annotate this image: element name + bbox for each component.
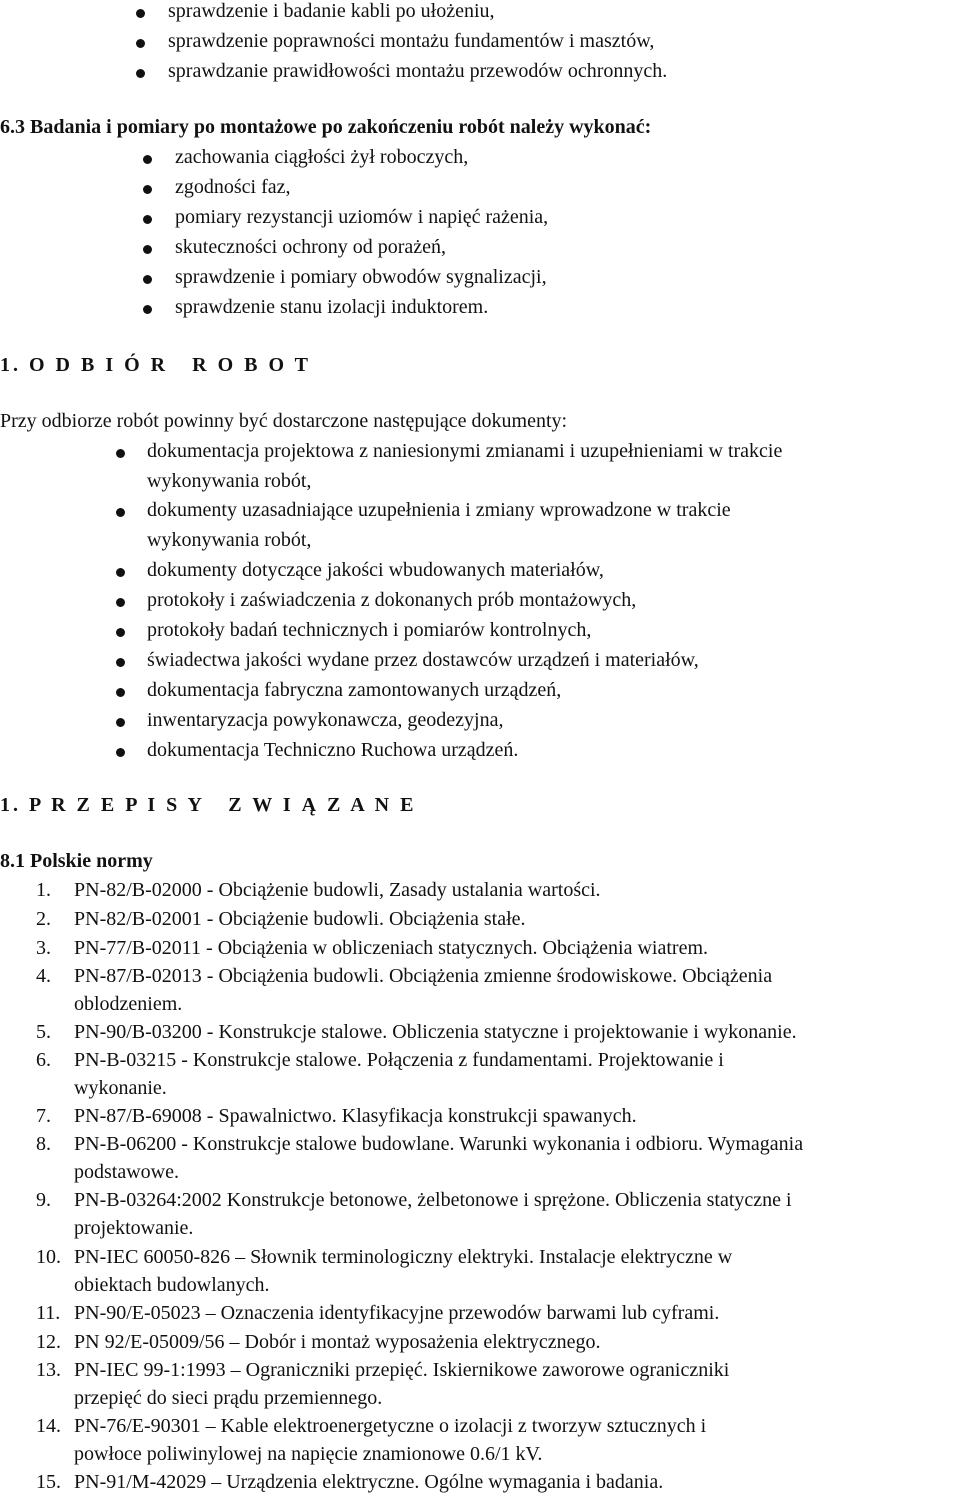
bullet-icon bbox=[116, 598, 125, 607]
norm-number: 7. bbox=[36, 1105, 51, 1127]
norm-text-continuation: obiektach budowlanych. bbox=[74, 1274, 270, 1296]
bullet-icon bbox=[143, 185, 152, 194]
bullet-icon bbox=[116, 718, 125, 727]
list-item: zgodności faz, bbox=[175, 176, 291, 198]
bullet-icon bbox=[136, 69, 145, 78]
norm-number: 6. bbox=[36, 1049, 51, 1071]
norm-number: 15. bbox=[36, 1471, 61, 1493]
norm-text-continuation: projektowanie. bbox=[74, 1217, 194, 1239]
norm-number: 10. bbox=[36, 1246, 61, 1268]
bullet-icon bbox=[143, 155, 152, 164]
norm-text: PN-IEC 99-1:1993 – Ograniczniki przepięć. Iskiernikowe zaworowe ograniczniki bbox=[74, 1359, 730, 1381]
bullet-icon bbox=[143, 215, 152, 224]
bullet-icon bbox=[116, 449, 125, 458]
norm-text: PN-87/B-69008 - Spawalnictwo. Klasyfikacja konstrukcji spawanych. bbox=[74, 1105, 637, 1127]
list-item: protokoły badań technicznych i pomiarów kontrolnych, bbox=[147, 619, 592, 641]
bullet-icon bbox=[116, 508, 125, 517]
norm-number: 13. bbox=[36, 1359, 61, 1381]
bullet-icon bbox=[136, 9, 145, 18]
norm-text: PN 92/E-05009/56 – Dobór i montaż wyposażenia elektrycznego. bbox=[74, 1331, 601, 1353]
norm-text-continuation: oblodzeniem. bbox=[74, 993, 183, 1015]
list-item-continuation: wykonywania robót, bbox=[147, 529, 312, 551]
list-item: sprawdzenie i badanie kabli po ułożeniu, bbox=[168, 0, 495, 22]
list-item: sprawdzenie poprawności montażu fundamentów i masztów, bbox=[168, 30, 655, 52]
list-item: sprawdzenie i pomiary obwodów sygnalizacji, bbox=[175, 266, 547, 288]
norm-number: 12. bbox=[36, 1331, 61, 1353]
norm-text-continuation: podstawowe. bbox=[74, 1161, 179, 1183]
list-item: dokumentacja projektowa z naniesionymi zmianami i uzupełnieniami w trakcie bbox=[147, 440, 783, 462]
section-heading-odbior: 1. O D B I Ó R R O B O T bbox=[0, 354, 311, 376]
list-item: zachowania ciągłości żył roboczych, bbox=[175, 146, 469, 168]
list-item: inwentaryzacja powykonawcza, geodezyjna, bbox=[147, 709, 504, 731]
list-item: sprawdzanie prawidłowości montażu przewodów ochronnych. bbox=[168, 60, 668, 82]
norm-text-continuation: wykonanie. bbox=[74, 1077, 167, 1099]
list-item: pomiary rezystancji uziomów i napięć rażenia, bbox=[175, 206, 549, 228]
list-item: sprawdzenie stanu izolacji induktorem. bbox=[175, 296, 489, 318]
odbior-intro: Przy odbiorze robót powinny być dostarczone następujące dokumenty: bbox=[0, 410, 568, 432]
norm-number: 2. bbox=[36, 908, 51, 930]
norm-number: 4. bbox=[36, 965, 51, 987]
norm-text-continuation: przepięć do sieci prądu przemiennego. bbox=[74, 1387, 383, 1409]
norm-number: 5. bbox=[36, 1021, 51, 1043]
norm-number: 1. bbox=[36, 879, 51, 901]
list-item: dokumentacja fabryczna zamontowanych urządzeń, bbox=[147, 679, 562, 701]
bullet-icon bbox=[116, 688, 125, 697]
norm-text: PN-77/B-02011 - Obciążenia w obliczeniach statycznych. Obciążenia wiatrem. bbox=[74, 937, 709, 959]
norm-text: PN-82/B-02001 - Obciążenie budowli. Obciążenia stałe. bbox=[74, 908, 526, 930]
section-heading-przepisy: 1. P R Z E P I S Y Z W I Ą Z A N E bbox=[0, 794, 417, 816]
norm-number: 11. bbox=[36, 1302, 61, 1324]
norm-text: PN-B-03264:2002 Konstrukcje betonowe, żelbetonowe i sprężone. Obliczenia statyczne i bbox=[74, 1189, 792, 1211]
bullet-icon bbox=[116, 568, 125, 577]
list-item: dokumentacja Techniczno Ruchowa urządzeń. bbox=[147, 739, 519, 761]
bullet-icon bbox=[116, 748, 125, 757]
bullet-icon bbox=[143, 245, 152, 254]
norm-text: PN-B-06200 - Konstrukcje stalowe budowlane. Warunki wykonania i odbioru. Wymagania bbox=[74, 1133, 804, 1155]
list-item: protokoły i zaświadczenia z dokonanych prób montażowych, bbox=[147, 589, 637, 611]
list-item: dokumenty uzasadniające uzupełnienia i zmiany wprowadzone w trakcie bbox=[147, 499, 731, 521]
bullet-icon bbox=[136, 39, 145, 48]
norm-number: 9. bbox=[36, 1189, 51, 1211]
norm-text: PN-IEC 60050-826 – Słownik terminologiczny elektryki. Instalacje elektryczne w bbox=[74, 1246, 733, 1268]
section-heading-6-3: 6.3 Badania i pomiary po montażowe po zakończeniu robót należy wykonać: bbox=[0, 116, 652, 138]
subsection-heading-polskie-normy: 8.1 Polskie normy bbox=[0, 850, 153, 872]
norm-number: 3. bbox=[36, 937, 51, 959]
norm-text: PN-76/E-90301 – Kable elektroenergetyczne o izolacji z tworzyw sztucznych i bbox=[74, 1415, 707, 1437]
norm-text: PN-90/B-03200 - Konstrukcje stalowe. Obliczenia statyczne i projektowanie i wykonanie. bbox=[74, 1021, 797, 1043]
bullet-icon bbox=[143, 275, 152, 284]
norm-text: PN-87/B-02013 - Obciążenia budowli. Obciążenia zmienne środowiskowe. Obciążenia bbox=[74, 965, 773, 987]
norm-text: PN-91/M-42029 – Urządzenia elektryczne. Ogólne wymagania i badania. bbox=[74, 1471, 664, 1493]
list-item: dokumenty dotyczące jakości wbudowanych materiałów, bbox=[147, 559, 604, 581]
bullet-icon bbox=[143, 305, 152, 314]
norm-text: PN-90/E-05023 – Oznaczenia identyfikacyjne przewodów barwami lub cyframi. bbox=[74, 1302, 720, 1324]
norm-number: 14. bbox=[36, 1415, 61, 1437]
list-item: świadectwa jakości wydane przez dostawców urządzeń i materiałów, bbox=[147, 649, 699, 671]
bullet-icon bbox=[116, 658, 125, 667]
norm-number: 8. bbox=[36, 1133, 51, 1155]
bullet-icon bbox=[116, 628, 125, 637]
list-item-continuation: wykonywania robót, bbox=[147, 470, 312, 492]
norm-text: PN-82/B-02000 - Obciążenie budowli, Zasady ustalania wartości. bbox=[74, 879, 601, 901]
norm-text-continuation: powłoce poliwinylowej na napięcie znamionowe 0.6/1 kV. bbox=[74, 1443, 543, 1465]
list-item: skuteczności ochrony od porażeń, bbox=[175, 236, 447, 258]
norm-text: PN-B-03215 - Konstrukcje stalowe. Połączenia z fundamentami. Projektowanie i bbox=[74, 1049, 724, 1071]
